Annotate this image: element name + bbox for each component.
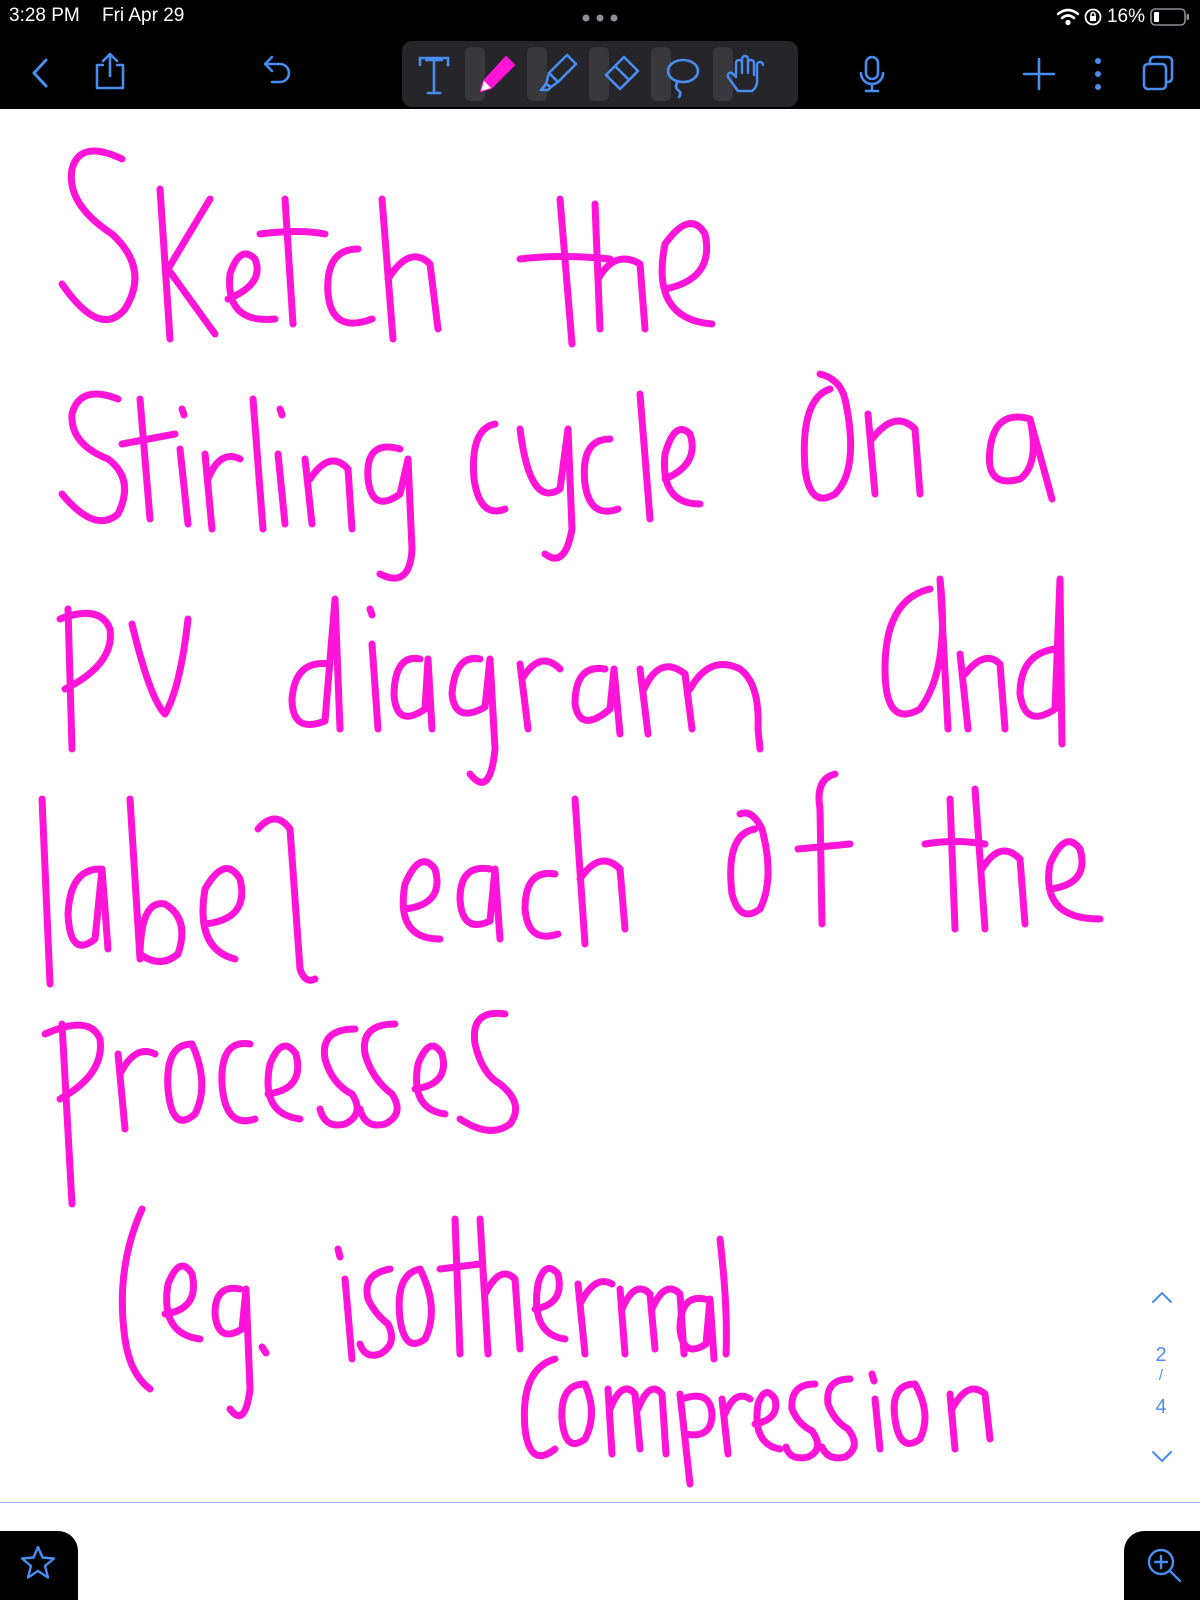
status-bar	[0, 0, 1200, 36]
back-button[interactable]	[28, 56, 54, 90]
pen-tool-icon	[472, 43, 520, 105]
status-date: Fri Apr 29	[102, 5, 185, 26]
hand-tool-button[interactable]	[720, 43, 768, 105]
ink-line-compression	[524, 1359, 990, 1484]
zoom-in-icon	[1144, 1545, 1184, 1585]
orientation-lock-icon	[1084, 8, 1102, 26]
microphone-icon	[858, 54, 886, 94]
handwritten-ink	[0, 109, 1200, 1502]
ink-line-processes	[45, 1013, 516, 1204]
share-button[interactable]	[92, 51, 128, 91]
lasso-tool-icon	[658, 43, 706, 105]
more-button[interactable]	[1089, 57, 1107, 91]
drawing-tool-group	[402, 41, 798, 107]
text-tool-icon	[410, 43, 458, 105]
page-navigator	[1145, 1290, 1177, 1480]
toolbar	[0, 36, 1200, 109]
next-page-preview[interactable]	[0, 1503, 1200, 1600]
eraser-tool-button[interactable]	[596, 43, 644, 105]
undo-icon	[258, 54, 294, 88]
page-number-separator: /	[1158, 1367, 1164, 1384]
more-icon	[1089, 57, 1107, 91]
add-icon	[1021, 56, 1057, 92]
battery-percentage: 16%	[1106, 6, 1145, 27]
previous-page-icon[interactable]	[1151, 1290, 1173, 1304]
status-time: 3:28 PM	[9, 5, 80, 26]
add-button[interactable]	[1021, 56, 1057, 92]
battery-icon	[1150, 7, 1190, 27]
undo-button[interactable]	[258, 54, 294, 88]
share-icon	[92, 51, 128, 91]
ink-line-stirling-cycle-on-a	[62, 374, 1052, 578]
pages-icon	[1140, 54, 1176, 92]
ink-line-label-each-of-the	[42, 774, 1100, 984]
lasso-tool-button[interactable]	[658, 43, 706, 105]
ink-line-pv-diagram-and	[60, 579, 1062, 782]
favorite-button[interactable]	[0, 1531, 78, 1600]
pen-tool-button[interactable]	[472, 43, 520, 105]
highlighter-tool-icon	[534, 43, 582, 105]
star-icon	[18, 1543, 58, 1583]
pages-button[interactable]	[1140, 54, 1176, 92]
next-page-icon[interactable]	[1151, 1450, 1173, 1464]
total-page-count: 4	[1155, 1396, 1167, 1418]
text-tool-button[interactable]	[410, 43, 458, 105]
wifi-icon	[1057, 8, 1079, 26]
microphone-button[interactable]	[858, 54, 886, 94]
back-icon	[28, 56, 54, 90]
multitasking-dots-icon[interactable]	[582, 14, 618, 22]
current-page-number: 2	[1155, 1344, 1167, 1366]
ink-line-sketch-the	[62, 151, 712, 344]
ink-line-eg-isothermal	[122, 1209, 726, 1416]
hand-tool-icon	[720, 43, 768, 105]
highlighter-tool-button[interactable]	[534, 43, 582, 105]
eraser-tool-icon	[596, 43, 644, 105]
status-indicators	[1057, 4, 1190, 30]
zoom-button[interactable]	[1124, 1531, 1200, 1600]
